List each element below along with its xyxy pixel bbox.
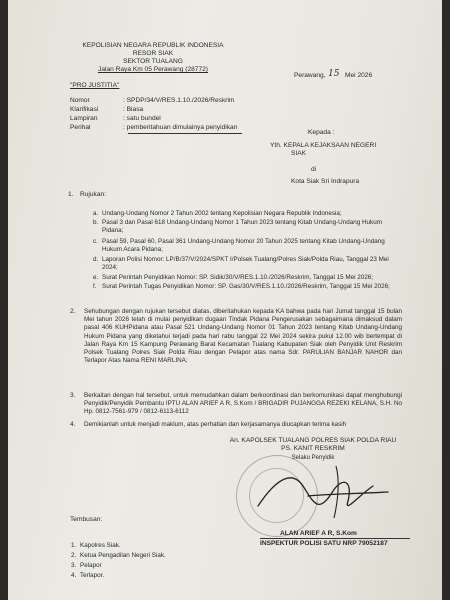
recipient-name: SIAK [291,150,307,157]
section-2-number: 2. [70,308,76,315]
section-3-body: Berkaitan dengan hal tersebut, untuk memudahkan dalam berkoordinasi dan berkomunikasi dapat menghubungi Penyidik/Penyidik Pembantu IPTU ALAN ARIEF A R, S.Kom / BRIGADIR PUJANGGA REZEKI KELANA, S.H. No Hp. 0812-7561-979 / 0812-6113-6112 [84,392,402,416]
pro-justitia: "PRO JUSTITIA" [70,82,120,89]
section-4-body: Demikianlah untuk menjadi maklum, atas perhatian dan kerjasamanya diucapkan terima kasih [84,421,347,428]
header-institution: KEPOLISIAN NEGARA REPUBLIK INDONESIA [82,42,224,49]
meta-label-klarifikasi: Klarifikasi [70,106,99,113]
rujukan-item: f. Surat Perintah Tugas Penyidikan Nomor: SP. Gas/30/V/RES.1.10./2026/Reskrim, Tanggal 15 Mei 2026; [93,283,390,290]
meta-value-klarifikasi: : Biasa [123,106,144,113]
meta-label-perihal: Perihal [70,124,91,131]
tembusan-item: 3. Pelapor [71,562,102,569]
tembusan-item: 2. Ketua Pengadilan Negeri Siak. [71,552,166,559]
rujukan-item: c. Pasal 59, Pasal 60, Pasal 361 Undang-Undang Nomor 20 Tahun 2025 tentang Kitab Undang-Undang Hukum Acara Pidana; [93,238,385,253]
recipient-kepada: Kepada : [308,129,335,136]
tembusan-item: 1. Kapolres Siak. [71,542,121,549]
recipient-di: di [311,166,317,173]
signature-role: Selaku Penyidik [291,455,335,461]
recipient-yth: Yth. KEPALA KEJAKSAAN NEGERI [270,142,377,149]
signature-underline [260,538,410,539]
section-1-title: Rujukan: [80,191,107,198]
meta-value-nomor: : SPDP/34/V/RES.1.10./2026/Reskrim [123,97,235,104]
perihal-underline [128,133,242,134]
rujukan-item: d. Laporan Polisi Nomor: LP/B/37/V/2024/SPKT I/Polsek Tualang/Polres Siak/Polda Riau, Tanggal 23 Mei 2024; [93,256,389,271]
rujukan-item: a. Undang-Undang Nomor 2 Tahun 2002 tentang Kepolisian Negara Republik Indonesia; [93,210,342,217]
meta-label-nomor: Nomor [70,97,90,104]
meta-label-lampiran: Lampiran [70,115,98,122]
signature-rank: INSPEKTUR POLISI SATU NRP 79052187 [260,540,388,547]
section-4-number: 4. [70,421,76,428]
recipient-place: Kota Siak Sri Indrapura [291,178,360,185]
header-resor: RESOR SIAK [132,50,174,57]
header-sektor: SEKTOR TUALANG [123,58,183,65]
meta-value-perihal: : pemberitahuan dimulainya penyidikan [123,124,238,131]
rujukan-item: e. Surat Perintah Penyidikan Nomor: SP. Sidik/30/V/RES.1.10./2026/Reskrim, Tanggal 15 Mei 2026; [93,274,374,281]
date-city: Perawang, [294,72,326,79]
tembusan-title: Tembusan: [70,516,103,523]
date-day: 15 [328,69,340,79]
section-3-number: 3. [70,392,76,399]
section-1-number: 1. [68,191,74,198]
meta-value-lampiran: : satu bundel [123,115,161,122]
handwritten-signature [248,456,398,526]
letter-page [8,0,442,600]
tembusan-item: 4. Terlapor. [71,572,105,579]
date-month-year: Mei 2026 [345,72,373,79]
signature-position: PS. KANIT RESKRIM [281,445,345,452]
signature-name: ALAN ARIEF A R, S.Kom [280,530,357,537]
section-2-body: Sehubungan dengan rujukan tersebut diatas, diberitahukan kepada KA bahwa pada hari Jumat tanggal 15 bulan Mei tahun 2026 telah di mulai penyidikan dugaan Tindak Pidana Pengerusakan sebagaimana dimaksud dalam pasal 406 KUHPidana atau Pasal 521 Undang-Undang Nomor 01 Tahun 2023 tentang Kitab Undang-Undang Hukum Pidana yang diketahui terjadi pada hari rabu tanggal 22 Mei 2024 sekira pukul 12.00 wib bertempat di Jalan Raya Km 15 Kampung Perawang Barat Kecamatan Tualang Kabupaten Siak oleh Penyidik Unit Reskrim Polsek Tualang Polres Siak Polda Riau dengan Pelapor atas nama Sdr. PARULIAN BANJAR NAHOR dan Terlapor Atas Nama RENI MARLINA; [84,308,402,365]
rujukan-item: b. Pasal 3 dan Pasal 618 Undang-Undang Nomor 1 Tahun 2023 tentang Kitab Undang-Undang Hukum Pidana; [93,219,382,234]
header-address: Jalan Raya Km 05 Perawang (28772) [98,66,208,73]
signature-office: An. KAPOLSEK TUALANG POLRES SIAK POLDA RIAU [229,437,397,444]
